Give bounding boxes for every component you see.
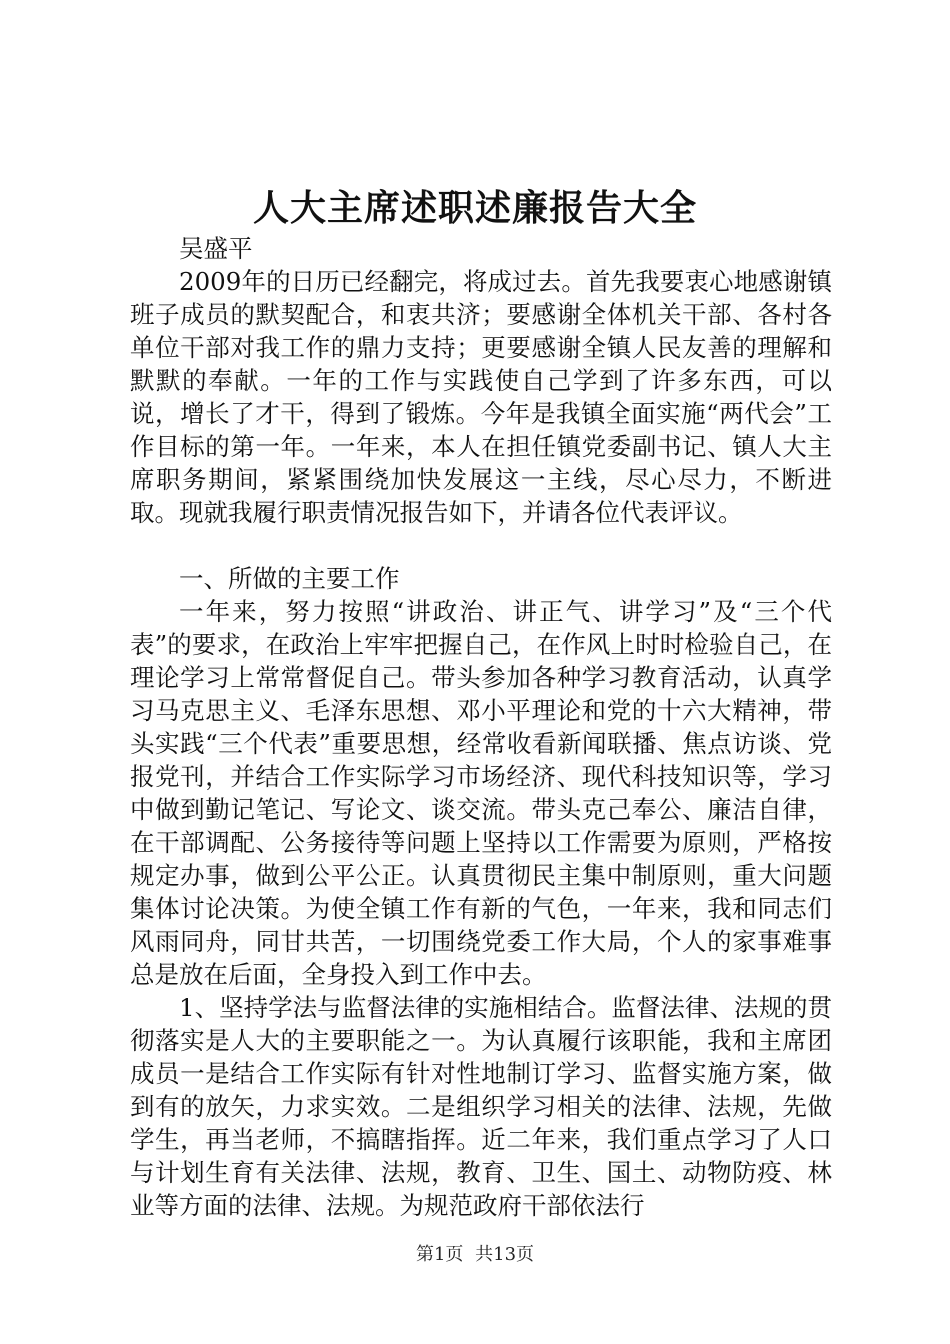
paragraph-item-1: 1、坚持学法与监督法律的实施相结合。监督法律、法规的贯彻落实是人大的主要职能之一。为认真履行该职能，我和主席团成员一是结合工作实际有针对性地制订学习、监督实施方案，做到有的放矢，力求实效。二是组织学习相关的法律、法规，先做学生，再当老师，不搞瞎指挥。近二年来，我们重点学习了人口与计划生育有关法律、法规，教育、卫生、国土、动物防疫、林业等方面的法律、法规。为规范政府干部依法行 <box>130 993 832 1220</box>
page-total: 共13页 <box>475 1244 535 1265</box>
page-number: 第1页 <box>415 1244 464 1265</box>
page-footer <box>0 1242 950 1268</box>
document-body <box>130 232 832 1222</box>
paragraph-intro: 2009年的日历已经翻完，将成过去。首先我要衷心地感谢镇班子成员的默契配合，和衷共济；要感谢全体机关干部、各村各单位干部对我工作的鼎力支持；更要感谢全镇人民友善的理解和默默的奉献。一年的工作与实践使自己学到了许多东西，可以说，增长了才干，得到了锻炼。今年是我镇全面实施“两代会”工作目标的第一年。一年来，本人在担任镇党委副书记、镇人大主席职务期间，紧紧围绕加快发展这一主线，尽心尽力，不断进取。现就我履行职责情况报告如下，并请各位代表评议。 <box>130 267 832 527</box>
section-heading: 一、所做的主要工作 <box>179 564 400 593</box>
author-name: 吴盛平 <box>179 234 253 263</box>
paragraph-main-work: 一年来，努力按照“讲政治、讲正气、讲学习”及“三个代表”的要求，在政治上牢牢把握自己，在作风上时时检验自己，在理论学习上常常督促自己。带头参加各种学习教育活动，认真学习马克思主义、毛泽东思想、邓小平理论和党的十六大精神，带头实践“三个代表”重要思想，经常收看新闻联播、焦点访谈、党报党刊，并结合工作实际学习市场经济、现代科技知识等，学习中做到勤记笔记、写论文、谈交流。带头克己奉公、廉洁自律，在干部调配、公务接待等问题上坚持以工作需要为原则，严格按规定办事，做到公平公正。认真贯彻民主集中制原则，重大问题集体讨论决策。为使全镇工作有新的气色，一年来，我和同志们风雨同舟，同甘共苦，一切围绕党委工作大局，个人的家事难事总是放在后面，全身投入到工作中去。 <box>130 597 832 989</box>
document-title: 人大主席述职述廉报告大全 <box>252 187 697 229</box>
